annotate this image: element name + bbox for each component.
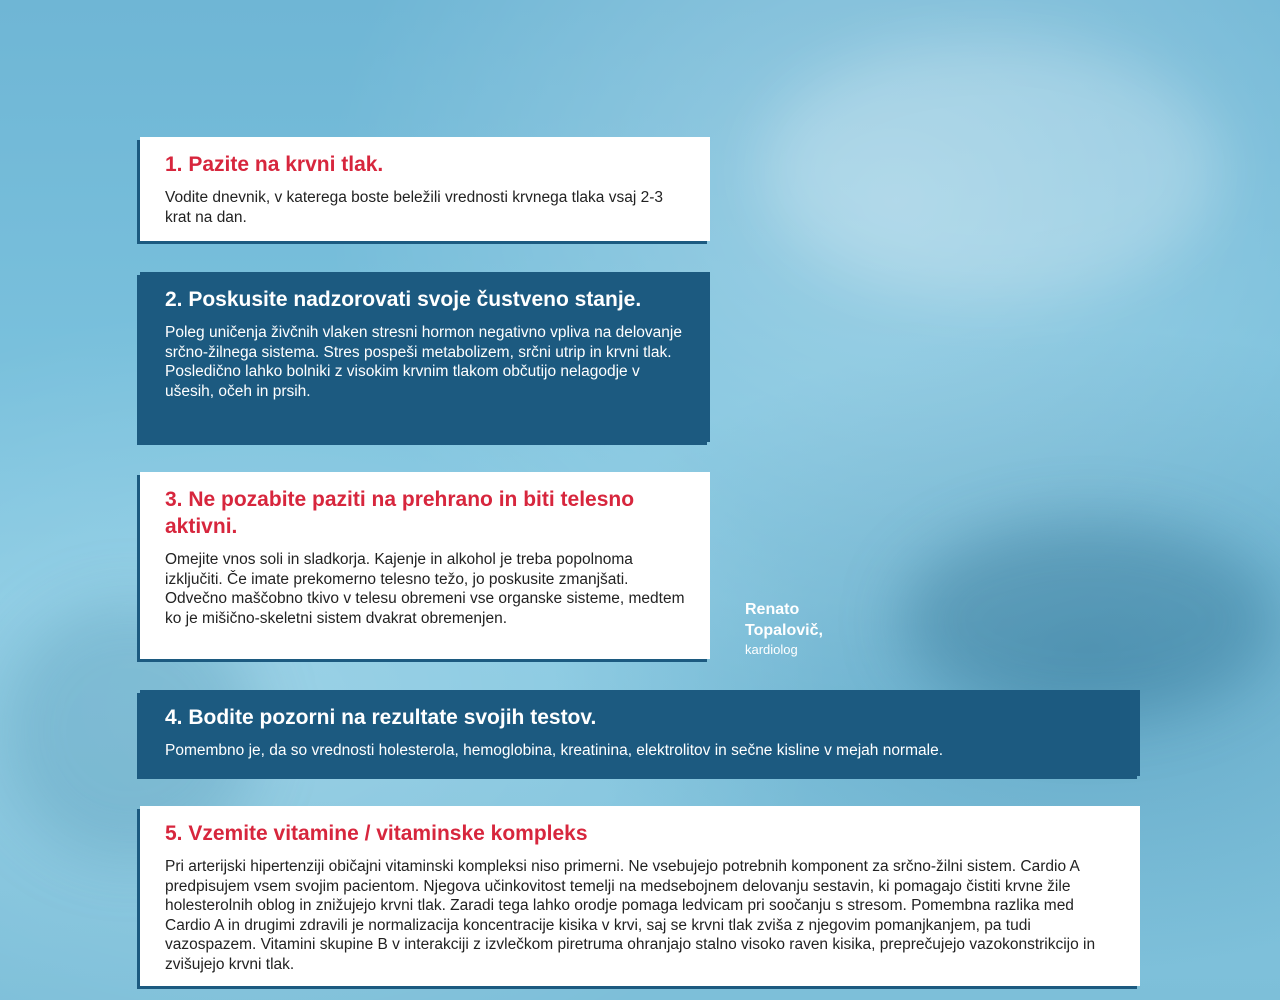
tip-text: Omejite vnos soli in sladkorja. Kajenje in alkohol je treba popolnoma izključiti. Če imate prekomerno telesno težo, jo poskusite zmanjšati. Odvečno maščobno tkivo v telesu obremeni vse organske sisteme, medtem ko je mišično-skeletni sistem dvakrat obremenjen. (165, 551, 685, 627)
tip-title: 4. Bodite pozorni na rezultate svojih testov. (165, 706, 597, 729)
tip-text: Pri arterijski hipertenziji običajni vitaminski kompleksi niso primerni. Ne vsebujejo potrebnih komponent za srčno-žilni sistem. Cardio A predpisujem vsem svojim pacientom. Njegova učinkovitost temelji na medsebojnem delovanju sestavin, ki pomagajo čistiti krvne žile holesterolnih oblog in znižujejo krvni tlak. Zaradi tega lahko orodje pomaga ledvicam pri soočanju s stresom. Pomembna razlika med Cardio A in drugimi zdravili je normalizacija koncentracije kisika v krvi, saj se krvni tlak zviša z njegovim pomanjkanjem, pa tudi vazospazem. Vitamini skupine B v interakciji z izvlečkom piretruma ohranjajo stalno visoko raven kisika, preprečujejo vazokonstrikcijo in zvišujejo krvni tlak. (165, 858, 1096, 973)
tip-card-1 (140, 137, 710, 241)
tip-title: 5. Vzemite vitamine / vitaminske kompleks (165, 822, 588, 845)
tip-text: Pomembno je, da so vrednosti holesterola, hemoglobina, kreatinina, elektrolitov in sečne kisline v mejah normale. (165, 742, 943, 759)
author-name-last: Topalovič, (745, 622, 823, 639)
tip-text: Poleg uničenja živčnih vlaken stresni hormon negativno vpliva na delovanje srčno-žilnega sistema. Stres pospeši metabolizem, srčni utrip in krvni tlak. Posledično lahko bolniki z visokim krvnim tlakom občutijo nelagodje v ušesih, očeh in prsih. (165, 324, 682, 400)
tip-card-5 (140, 806, 1140, 986)
author-name-first: Renato (745, 601, 800, 618)
tip-text: Vodite dnevnik, v katerega boste beležili vrednosti krvnega tlaka vsaj 2-3 krat na dan. (165, 189, 664, 226)
tip-title: 3. Ne pozabite paziti na prehrano in biti telesno aktivni. (165, 488, 635, 538)
background-blur-light (760, 40, 1220, 300)
tip-card-3 (140, 472, 710, 659)
author-caption (745, 599, 823, 659)
tip-title: 2. Poskusite nadzorovati svoje čustveno stanje. (165, 288, 642, 311)
author-role: kardiolog (745, 642, 798, 657)
tip-title: 1. Pazite na krvni tlak. (165, 153, 384, 176)
tip-card-4 (140, 690, 1140, 776)
tip-card-2 (140, 272, 710, 442)
